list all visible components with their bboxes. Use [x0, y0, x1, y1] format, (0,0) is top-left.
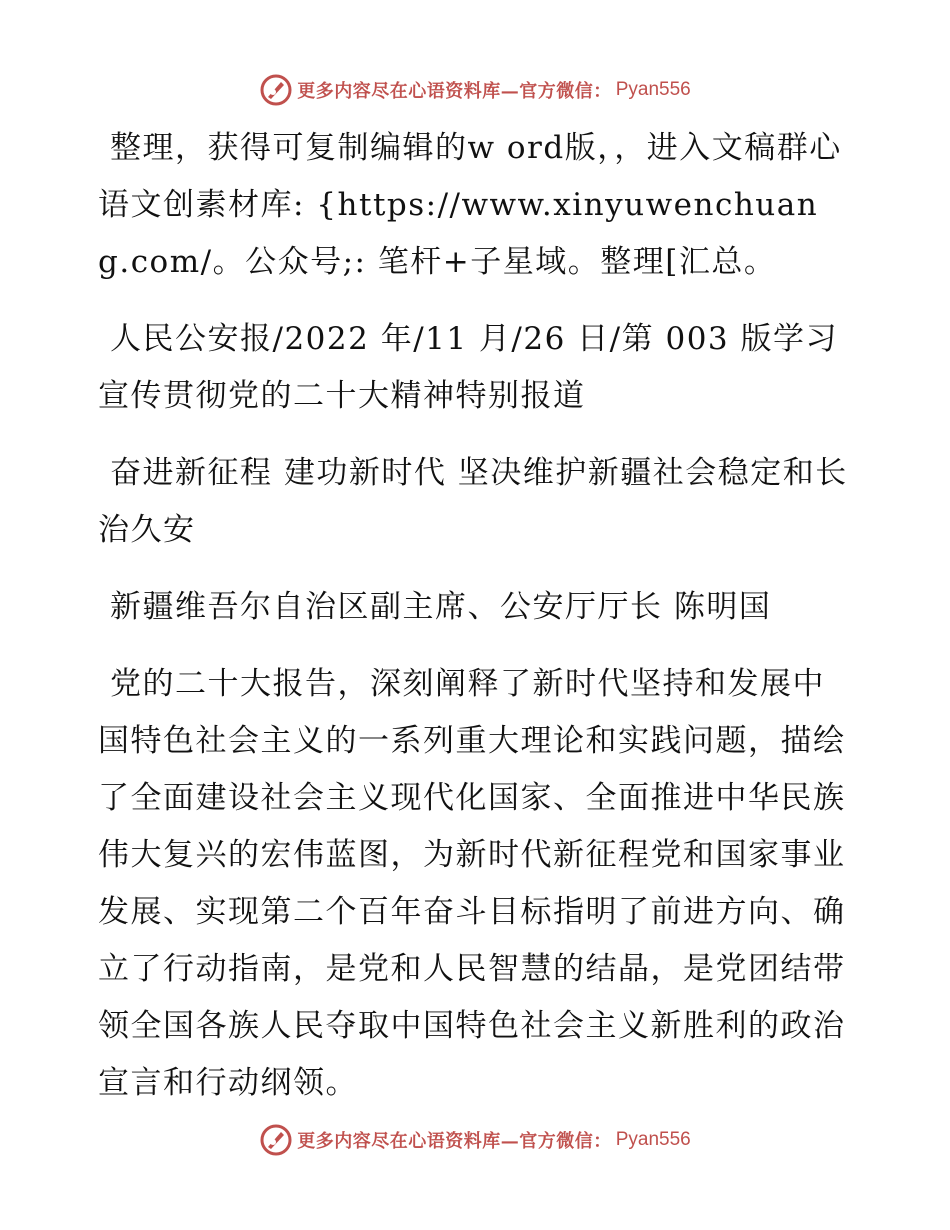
- source-line: 人民公安报/2022 年/11 月/26 日/第 003 版学习宣传贯彻党的二十大精神特别报道: [98, 321, 839, 414]
- watermark-wechat-id: Pyan556: [615, 1129, 691, 1150]
- footer-watermark-banner: [0, 1120, 950, 1160]
- watermark-text: 更多内容尽在心语资料库—官方微信：: [297, 1131, 612, 1152]
- watermark-text: 更多内容尽在心语资料库—官方微信：: [297, 81, 612, 102]
- document-body: [98, 120, 850, 1132]
- body-paragraph: 党的二十大报告，深刻阐释了新时代坚持和发展中国特色社会主义的一系列重大理论和实践问题，描绘了全面建设社会主义现代化国家、全面推进中华民族伟大复兴的宏伟蓝图，为新时代新征程党和国家事业发展、实现第二个百年奋斗目标指明了前进方向、确立了行动指南，是党和人民智慧的结晶，是党团结带领全国各族人民夺取中国特色社会主义新胜利的政治宣言和行动纲领。: [98, 666, 846, 1101]
- ink-pen-logo-icon: [259, 73, 293, 107]
- intro-paragraph: 整理，获得可复制编辑的w ord版，，进入文稿群心语文创素材库: {https://www.xinyuwenchuang.com/。公众号;: 笔杆+子星域。整理[汇总。: [98, 130, 842, 280]
- watermark-wechat-id: Pyan556: [615, 79, 691, 100]
- header-watermark-banner: [0, 70, 950, 110]
- article-title: 奋进新征程 建功新时代 坚决维护新疆社会稳定和长治久安: [98, 455, 848, 548]
- author-line: 新疆维吾尔自治区副主席、公安厅厅长 陈明国: [110, 589, 772, 625]
- ink-pen-logo-icon: [259, 1123, 293, 1157]
